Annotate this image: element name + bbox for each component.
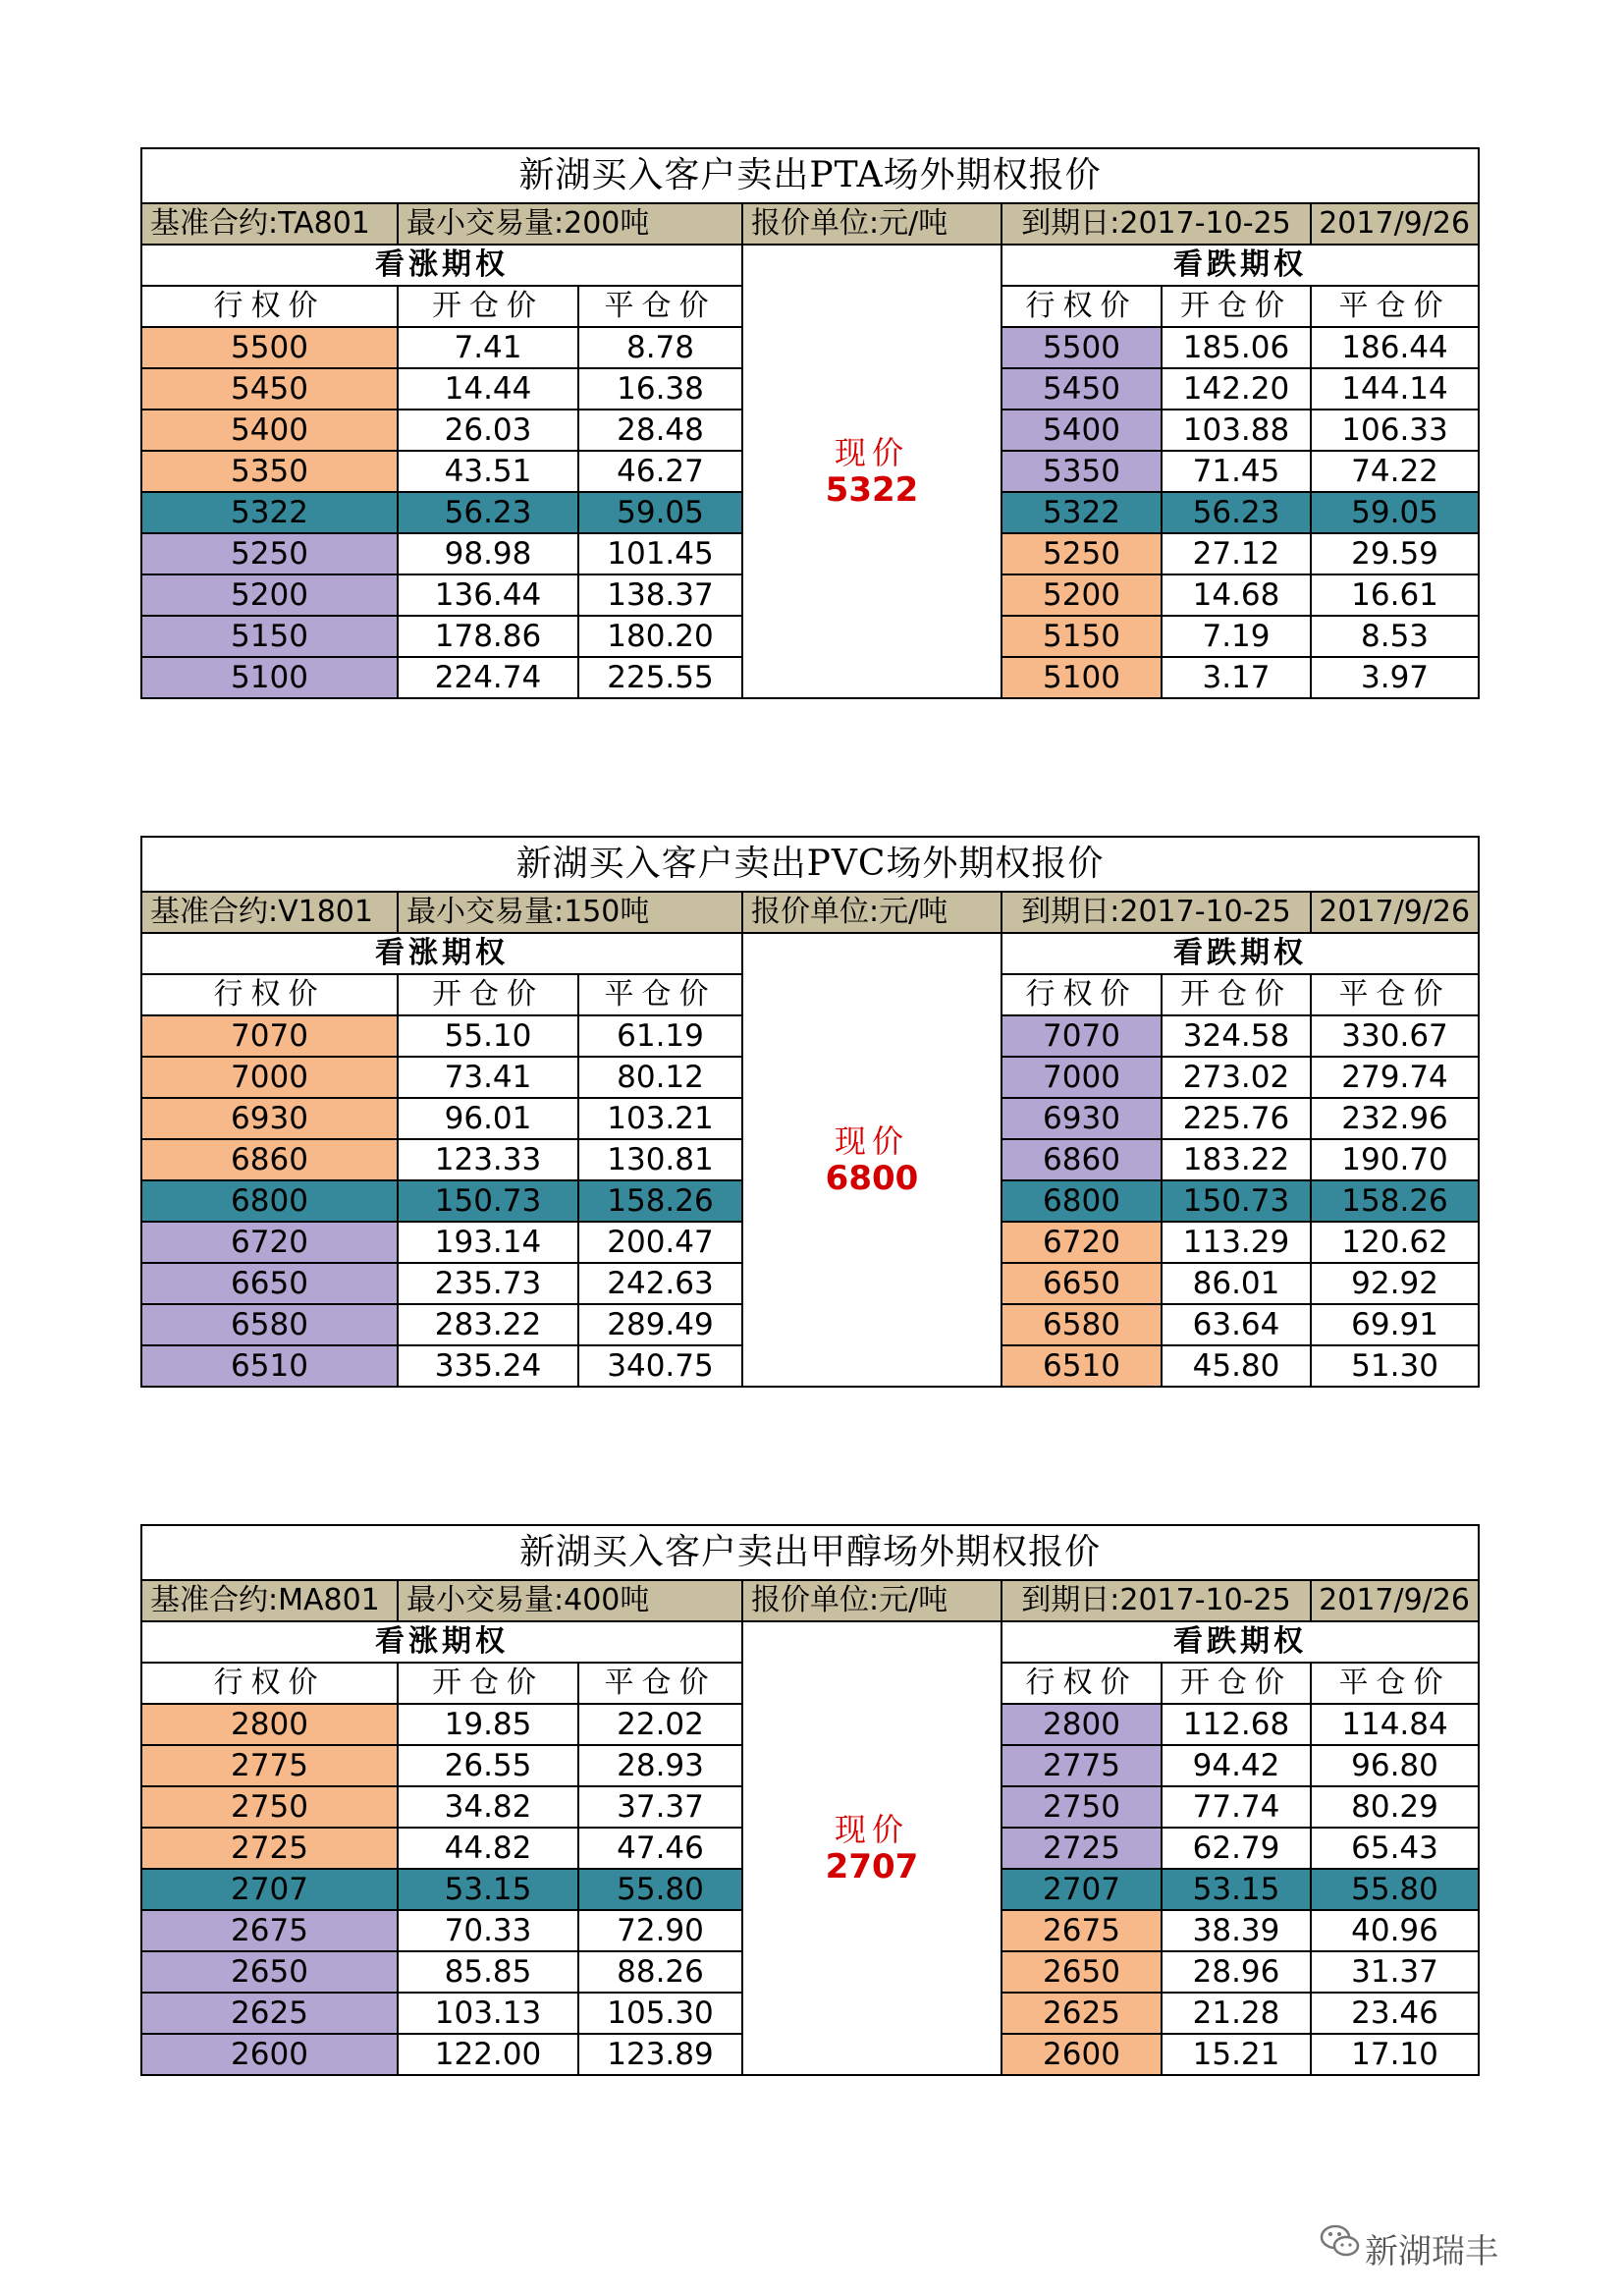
put-close-cell: 96.80: [1311, 1745, 1479, 1786]
put-open-cell: 183.22: [1162, 1139, 1311, 1180]
call-close-cell: 28.48: [578, 410, 742, 451]
call-options-header: 看涨期权: [141, 1621, 742, 1663]
call-close-header: 平仓价: [578, 974, 742, 1015]
put-strike-cell: 5350: [1001, 451, 1162, 492]
put-strike-header: 行权价: [1001, 974, 1162, 1015]
put-open-cell: 3.17: [1162, 657, 1311, 698]
put-close-cell: 186.44: [1311, 327, 1479, 368]
put-strike-header: 行权价: [1001, 286, 1162, 327]
call-open-cell: 43.51: [398, 451, 578, 492]
call-close-cell: 225.55: [578, 657, 742, 698]
call-strike-cell: 2675: [141, 1910, 398, 1951]
quote-table-pta: [140, 147, 1478, 699]
call-open-cell: 26.55: [398, 1745, 578, 1786]
put-open-cell: 14.68: [1162, 574, 1311, 616]
call-strike-header: 行权价: [141, 974, 398, 1015]
put-open-cell: 185.06: [1162, 327, 1311, 368]
call-open-cell: 335.24: [398, 1345, 578, 1387]
title-row: [141, 148, 1479, 203]
put-close-header: 平仓价: [1311, 286, 1479, 327]
put-strike-cell: 5250: [1001, 533, 1162, 574]
call-close-cell: 158.26: [578, 1180, 742, 1222]
put-strike-cell: 2775: [1001, 1745, 1162, 1786]
put-strike-cell: 6720: [1001, 1222, 1162, 1263]
call-close-cell: 80.12: [578, 1057, 742, 1098]
put-close-cell: 232.96: [1311, 1098, 1479, 1139]
call-open-cell: 55.10: [398, 1015, 578, 1057]
info-row: [141, 203, 1479, 245]
watermark-text: 新湖瑞丰: [1365, 2232, 1498, 2271]
call-close-cell: 61.19: [578, 1015, 742, 1057]
call-open-cell: 56.23: [398, 492, 578, 533]
put-open-cell: 45.80: [1162, 1345, 1311, 1387]
put-open-cell: 112.68: [1162, 1704, 1311, 1745]
put-close-cell: 16.61: [1311, 574, 1479, 616]
spot-price-value: 2707: [825, 1847, 919, 1886]
call-strike-cell: 7070: [141, 1015, 398, 1057]
call-close-cell: 88.26: [578, 1951, 742, 1993]
put-close-cell: 74.22: [1311, 451, 1479, 492]
put-close-cell: 3.97: [1311, 657, 1479, 698]
min-trade-qty: 最小交易量:150吨: [398, 892, 742, 933]
put-close-cell: 8.53: [1311, 616, 1479, 657]
call-close-header: 平仓价: [578, 286, 742, 327]
call-open-cell: 178.86: [398, 616, 578, 657]
call-strike-cell: 5200: [141, 574, 398, 616]
call-strike-cell: 5250: [141, 533, 398, 574]
put-strike-cell: 2625: [1001, 1993, 1162, 2034]
table-title: 新湖买入客户卖出PTA场外期权报价: [141, 148, 1479, 203]
put-close-header: 平仓价: [1311, 1663, 1479, 1704]
call-strike-cell: 5100: [141, 657, 398, 698]
call-strike-cell: 5350: [141, 451, 398, 492]
put-close-cell: 17.10: [1311, 2034, 1479, 2075]
put-strike-cell: 2675: [1001, 1910, 1162, 1951]
info-row: [141, 1580, 1479, 1621]
group-header-row: [141, 245, 1479, 286]
put-close-header: 平仓价: [1311, 974, 1479, 1015]
call-open-cell: 123.33: [398, 1139, 578, 1180]
call-close-cell: 47.46: [578, 1828, 742, 1869]
put-strike-cell: 2800: [1001, 1704, 1162, 1745]
put-open-header: 开仓价: [1162, 974, 1311, 1015]
put-close-cell: 51.30: [1311, 1345, 1479, 1387]
put-close-cell: 59.05: [1311, 492, 1479, 533]
spot-price-value: 6800: [825, 1159, 919, 1198]
put-strike-cell: 7000: [1001, 1057, 1162, 1098]
call-close-cell: 55.80: [578, 1869, 742, 1910]
put-open-cell: 86.01: [1162, 1263, 1311, 1304]
title-row: [141, 837, 1479, 892]
expiry-date: 到期日:2017-10-25: [1001, 1580, 1311, 1621]
put-strike-cell: 7070: [1001, 1015, 1162, 1057]
call-strike-cell: 2707: [141, 1869, 398, 1910]
call-open-cell: 7.41: [398, 327, 578, 368]
put-close-cell: 158.26: [1311, 1180, 1479, 1222]
group-header-row: [141, 1621, 1479, 1663]
put-close-cell: 279.74: [1311, 1057, 1479, 1098]
put-strike-cell: 2650: [1001, 1951, 1162, 1993]
call-open-header: 开仓价: [398, 286, 578, 327]
put-strike-cell: 2600: [1001, 2034, 1162, 2075]
put-strike-cell: 2725: [1001, 1828, 1162, 1869]
call-close-cell: 105.30: [578, 1993, 742, 2034]
put-open-cell: 15.21: [1162, 2034, 1311, 2075]
call-close-header: 平仓价: [578, 1663, 742, 1704]
quote-unit: 报价单位:元/吨: [742, 892, 1001, 933]
put-open-header: 开仓价: [1162, 286, 1311, 327]
quote-table-pvc: [140, 836, 1478, 1388]
call-open-header: 开仓价: [398, 1663, 578, 1704]
min-trade-qty: 最小交易量:200吨: [398, 203, 742, 245]
call-strike-cell: 7000: [141, 1057, 398, 1098]
put-close-cell: 106.33: [1311, 410, 1479, 451]
call-open-cell: 19.85: [398, 1704, 578, 1745]
min-trade-qty: 最小交易量:400吨: [398, 1580, 742, 1621]
call-strike-cell: 6720: [141, 1222, 398, 1263]
call-close-cell: 16.38: [578, 368, 742, 410]
put-close-cell: 190.70: [1311, 1139, 1479, 1180]
spot-price-label: 现价: [834, 434, 909, 471]
call-close-cell: 200.47: [578, 1222, 742, 1263]
put-close-cell: 65.43: [1311, 1828, 1479, 1869]
call-strike-header: 行权价: [141, 1663, 398, 1704]
expiry-date: 到期日:2017-10-25: [1001, 892, 1311, 933]
call-strike-cell: 5450: [141, 368, 398, 410]
call-close-cell: 8.78: [578, 327, 742, 368]
put-strike-cell: 5400: [1001, 410, 1162, 451]
call-open-cell: 122.00: [398, 2034, 578, 2075]
call-open-cell: 96.01: [398, 1098, 578, 1139]
call-strike-cell: 5150: [141, 616, 398, 657]
put-open-cell: 71.45: [1162, 451, 1311, 492]
quote-unit: 报价单位:元/吨: [742, 1580, 1001, 1621]
put-strike-cell: 6580: [1001, 1304, 1162, 1345]
call-open-cell: 70.33: [398, 1910, 578, 1951]
put-close-cell: 120.62: [1311, 1222, 1479, 1263]
put-strike-cell: 2707: [1001, 1869, 1162, 1910]
spot-price-cell: [742, 933, 1001, 1387]
call-open-cell: 193.14: [398, 1222, 578, 1263]
put-close-cell: 80.29: [1311, 1786, 1479, 1828]
call-strike-cell: 2800: [141, 1704, 398, 1745]
call-strike-header: 行权价: [141, 286, 398, 327]
call-strike-cell: 5400: [141, 410, 398, 451]
put-open-header: 开仓价: [1162, 1663, 1311, 1704]
quote-date: 2017/9/26: [1311, 892, 1479, 933]
call-strike-cell: 5500: [141, 327, 398, 368]
spot-price-label: 现价: [834, 1122, 909, 1160]
put-strike-cell: 5450: [1001, 368, 1162, 410]
put-open-cell: 94.42: [1162, 1745, 1311, 1786]
call-close-cell: 28.93: [578, 1745, 742, 1786]
put-open-cell: 225.76: [1162, 1098, 1311, 1139]
put-strike-header: 行权价: [1001, 1663, 1162, 1704]
spot-price-label: 现价: [834, 1811, 909, 1848]
put-close-cell: 29.59: [1311, 533, 1479, 574]
put-open-cell: 7.19: [1162, 616, 1311, 657]
put-open-cell: 56.23: [1162, 492, 1311, 533]
base-contract: 基准合约:V1801: [141, 892, 398, 933]
put-strike-cell: 6800: [1001, 1180, 1162, 1222]
wechat-icon: [1319, 2221, 1362, 2261]
put-open-cell: 28.96: [1162, 1951, 1311, 1993]
put-close-cell: 92.92: [1311, 1263, 1479, 1304]
call-close-cell: 101.45: [578, 533, 742, 574]
put-open-cell: 150.73: [1162, 1180, 1311, 1222]
put-strike-cell: 6510: [1001, 1345, 1162, 1387]
put-options-header: 看跌期权: [1001, 933, 1479, 974]
group-header-row: [141, 933, 1479, 974]
put-open-cell: 21.28: [1162, 1993, 1311, 2034]
put-strike-cell: 6930: [1001, 1098, 1162, 1139]
put-close-cell: 144.14: [1311, 368, 1479, 410]
put-close-cell: 114.84: [1311, 1704, 1479, 1745]
table-title: 新湖买入客户卖出PVC场外期权报价: [141, 837, 1479, 892]
call-close-cell: 180.20: [578, 616, 742, 657]
call-strike-cell: 2750: [141, 1786, 398, 1828]
put-strike-cell: 6860: [1001, 1139, 1162, 1180]
call-open-cell: 14.44: [398, 368, 578, 410]
call-open-cell: 73.41: [398, 1057, 578, 1098]
call-strike-cell: 2600: [141, 2034, 398, 2075]
put-open-cell: 103.88: [1162, 410, 1311, 451]
call-close-cell: 103.21: [578, 1098, 742, 1139]
call-open-cell: 283.22: [398, 1304, 578, 1345]
call-open-cell: 26.03: [398, 410, 578, 451]
put-strike-cell: 5322: [1001, 492, 1162, 533]
call-close-cell: 123.89: [578, 2034, 742, 2075]
call-strike-cell: 2725: [141, 1828, 398, 1869]
call-strike-cell: 5322: [141, 492, 398, 533]
call-close-cell: 37.37: [578, 1786, 742, 1828]
call-strike-cell: 6510: [141, 1345, 398, 1387]
call-open-cell: 150.73: [398, 1180, 578, 1222]
put-options-header: 看跌期权: [1001, 1621, 1479, 1663]
put-close-cell: 69.91: [1311, 1304, 1479, 1345]
call-close-cell: 72.90: [578, 1910, 742, 1951]
call-open-cell: 98.98: [398, 533, 578, 574]
put-strike-cell: 5500: [1001, 327, 1162, 368]
put-open-cell: 77.74: [1162, 1786, 1311, 1828]
call-strike-cell: 6930: [141, 1098, 398, 1139]
put-open-cell: 62.79: [1162, 1828, 1311, 1869]
put-close-cell: 40.96: [1311, 1910, 1479, 1951]
put-strike-cell: 2750: [1001, 1786, 1162, 1828]
put-close-cell: 23.46: [1311, 1993, 1479, 2034]
call-close-cell: 340.75: [578, 1345, 742, 1387]
call-open-cell: 103.13: [398, 1993, 578, 2034]
put-open-cell: 53.15: [1162, 1869, 1311, 1910]
table-title: 新湖买入客户卖出甲醇场外期权报价: [141, 1525, 1479, 1580]
put-open-cell: 273.02: [1162, 1057, 1311, 1098]
quote-date: 2017/9/26: [1311, 1580, 1479, 1621]
base-contract: 基准合约:MA801: [141, 1580, 398, 1621]
put-strike-cell: 5100: [1001, 657, 1162, 698]
call-close-cell: 242.63: [578, 1263, 742, 1304]
call-strike-cell: 2775: [141, 1745, 398, 1786]
call-close-cell: 130.81: [578, 1139, 742, 1180]
call-strike-cell: 6650: [141, 1263, 398, 1304]
call-options-header: 看涨期权: [141, 933, 742, 974]
put-open-cell: 113.29: [1162, 1222, 1311, 1263]
call-open-cell: 53.15: [398, 1869, 578, 1910]
call-close-cell: 289.49: [578, 1304, 742, 1345]
call-strike-cell: 6800: [141, 1180, 398, 1222]
put-open-cell: 63.64: [1162, 1304, 1311, 1345]
quote-date: 2017/9/26: [1311, 203, 1479, 245]
call-options-header: 看涨期权: [141, 245, 742, 286]
expiry-date: 到期日:2017-10-25: [1001, 203, 1311, 245]
put-close-cell: 31.37: [1311, 1951, 1479, 1993]
call-open-cell: 235.73: [398, 1263, 578, 1304]
put-strike-cell: 5150: [1001, 616, 1162, 657]
put-options-header: 看跌期权: [1001, 245, 1479, 286]
call-strike-cell: 2625: [141, 1993, 398, 2034]
quote-table-methanol: [140, 1524, 1478, 2076]
call-open-cell: 34.82: [398, 1786, 578, 1828]
put-open-cell: 38.39: [1162, 1910, 1311, 1951]
call-close-cell: 22.02: [578, 1704, 742, 1745]
call-open-cell: 44.82: [398, 1828, 578, 1869]
call-strike-cell: 6580: [141, 1304, 398, 1345]
call-open-cell: 85.85: [398, 1951, 578, 1993]
put-open-cell: 27.12: [1162, 533, 1311, 574]
put-strike-cell: 6650: [1001, 1263, 1162, 1304]
call-close-cell: 138.37: [578, 574, 742, 616]
info-row: [141, 892, 1479, 933]
put-strike-cell: 5200: [1001, 574, 1162, 616]
call-open-cell: 136.44: [398, 574, 578, 616]
spot-price-value: 5322: [825, 470, 919, 510]
base-contract: 基准合约:TA801: [141, 203, 398, 245]
call-strike-cell: 2650: [141, 1951, 398, 1993]
title-row: [141, 1525, 1479, 1580]
spot-price-cell: [742, 1621, 1001, 2075]
call-strike-cell: 6860: [141, 1139, 398, 1180]
quote-unit: 报价单位:元/吨: [742, 203, 1001, 245]
put-close-cell: 330.67: [1311, 1015, 1479, 1057]
put-open-cell: 142.20: [1162, 368, 1311, 410]
call-open-header: 开仓价: [398, 974, 578, 1015]
call-close-cell: 46.27: [578, 451, 742, 492]
call-open-cell: 224.74: [398, 657, 578, 698]
put-close-cell: 55.80: [1311, 1869, 1479, 1910]
call-close-cell: 59.05: [578, 492, 742, 533]
put-open-cell: 324.58: [1162, 1015, 1311, 1057]
spot-price-cell: [742, 245, 1001, 698]
